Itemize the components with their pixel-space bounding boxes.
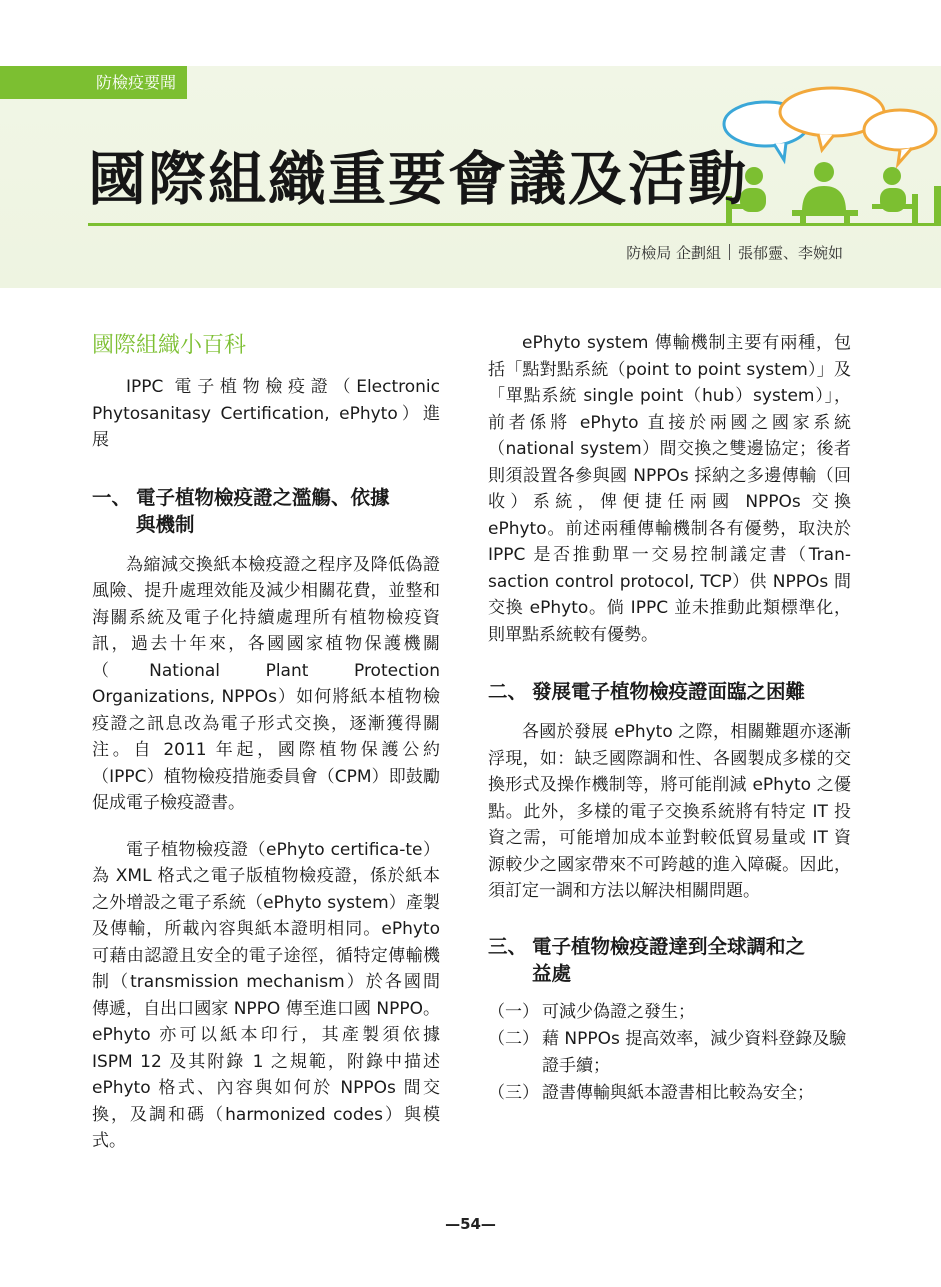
list-item: （三） 證書傳輸與紙本證書相比較為安全；: [488, 1082, 814, 1103]
body-paragraph: 電子植物檢疫證（ePhyto certifica-te）為 XML 格式之電子版植物檢疫證，係於紙本之外增設之電子系統（ePhyto system）產製及傳輸，所載內容與紙本證明相同。ePhyto 可藉由認證且安全的電子途徑，循特定傳輸機制（transmission mechanism）於各國間傳遞，自出口國家 NPPO 傳至進口國 NPPO。ePhyto 亦可以紙本印行，其產製須依據 ISPM 12 及其附錄 1 之規範，附錄中描述 ePhyto 格式、內容與如何於 NPPOs 間交換，及調和碼（harmonized codes）與模式。: [92, 839, 440, 1151]
section-heading-2: 二、 發展電子植物檢疫證面臨之困難: [488, 680, 806, 703]
list-item: （一） 可減少偽證之發生；: [488, 1001, 695, 1022]
sidebar-box-title: 國際組織小百科: [92, 333, 247, 358]
list-item: （二） 藉 NPPOs 提高效率，減少資料登錄及驗證手續；: [488, 1028, 847, 1076]
body-paragraph: 為縮減交換紙本檢疫證之程序及降低偽證風險、提升處理效能及減少相關花費，並整和海關系統及電子化持續處理所有植物檢疫資訊，過去十年來，各國國家植物保護機關（National Plant Protection Organizations, NPPOs）如何將紙本植物檢疫證之訊息改為電子形式交換，逐漸獲得關注。自 2011 年起，國際植物保護公約（IPPC）植物檢疫措施委員會（CPM）即鼓勵促成電子檢疫證書。: [92, 554, 440, 813]
speech-bubble-orange-small-icon: [864, 110, 936, 150]
intro-paragraph: IPPC 電子植物檢疫證（Electronic Phytosanitasy Certification, ePhyto）進展: [92, 377, 440, 450]
right-column: [488, 330, 851, 1107]
title-underline: [88, 223, 941, 226]
byline: [626, 242, 843, 263]
page-title: 國際組織重要會議及活動: [88, 145, 749, 213]
byline-divider: [729, 244, 730, 260]
body-paragraph: 各國於發展 ePhyto 之際，相關難題亦逐漸浮現，如：缺乏國際調和性、各國製成多樣的交換形式及操作機制等，將可能削減 ePhyto 之優點。此外，多樣的電子交換系統將有特定 IT 投資之需，可能增加成本並對較低貿易量或 IT 資源較少之國家帶來不可跨越的進入障礙。因此，須訂定一調和方法以解決相關問題。: [488, 722, 851, 901]
page-number: —54—: [445, 1215, 496, 1233]
byline-authors: 張郁靈、李婉如: [737, 244, 843, 262]
body-paragraph: ePhyto system 傳輸機制主要有兩種，包括「點對點系統（point to point system）」及「單點系統 single point（hub）system）」，前者係將 ePhyto 直接於兩國之國家系統（national system）間交換之雙邊協定；後者則須設置各參與國 NPPOs 採納之多邊傳輸（回收）系統，俾便捷任兩國 NPPOs 交換 ePhyto。前述兩種傳輸機制各有優勢，取決於 IPPC 是否推動單一交易控制議定書（Tran-saction control protocol, TCP）供 NPPOs 間交換 ePhyto。倘 IPPC 並未推動此類標準化，則單點系統較有優勢。: [488, 333, 851, 645]
section-tag: 防檢疫要聞: [0, 66, 187, 99]
byline-org: 防檢局 企劃組: [626, 244, 721, 262]
person-head-icon: [814, 162, 834, 182]
section-heading-1: 一、 電子植物檢疫證之濫觴、依據 與機制: [92, 485, 390, 536]
meeting-illustration-icon: [722, 86, 941, 226]
left-column: [92, 330, 440, 1155]
section-heading-3: 三、 電子植物檢疫證達到全球調和之 益處: [488, 934, 806, 985]
person-head-icon: [883, 167, 901, 185]
